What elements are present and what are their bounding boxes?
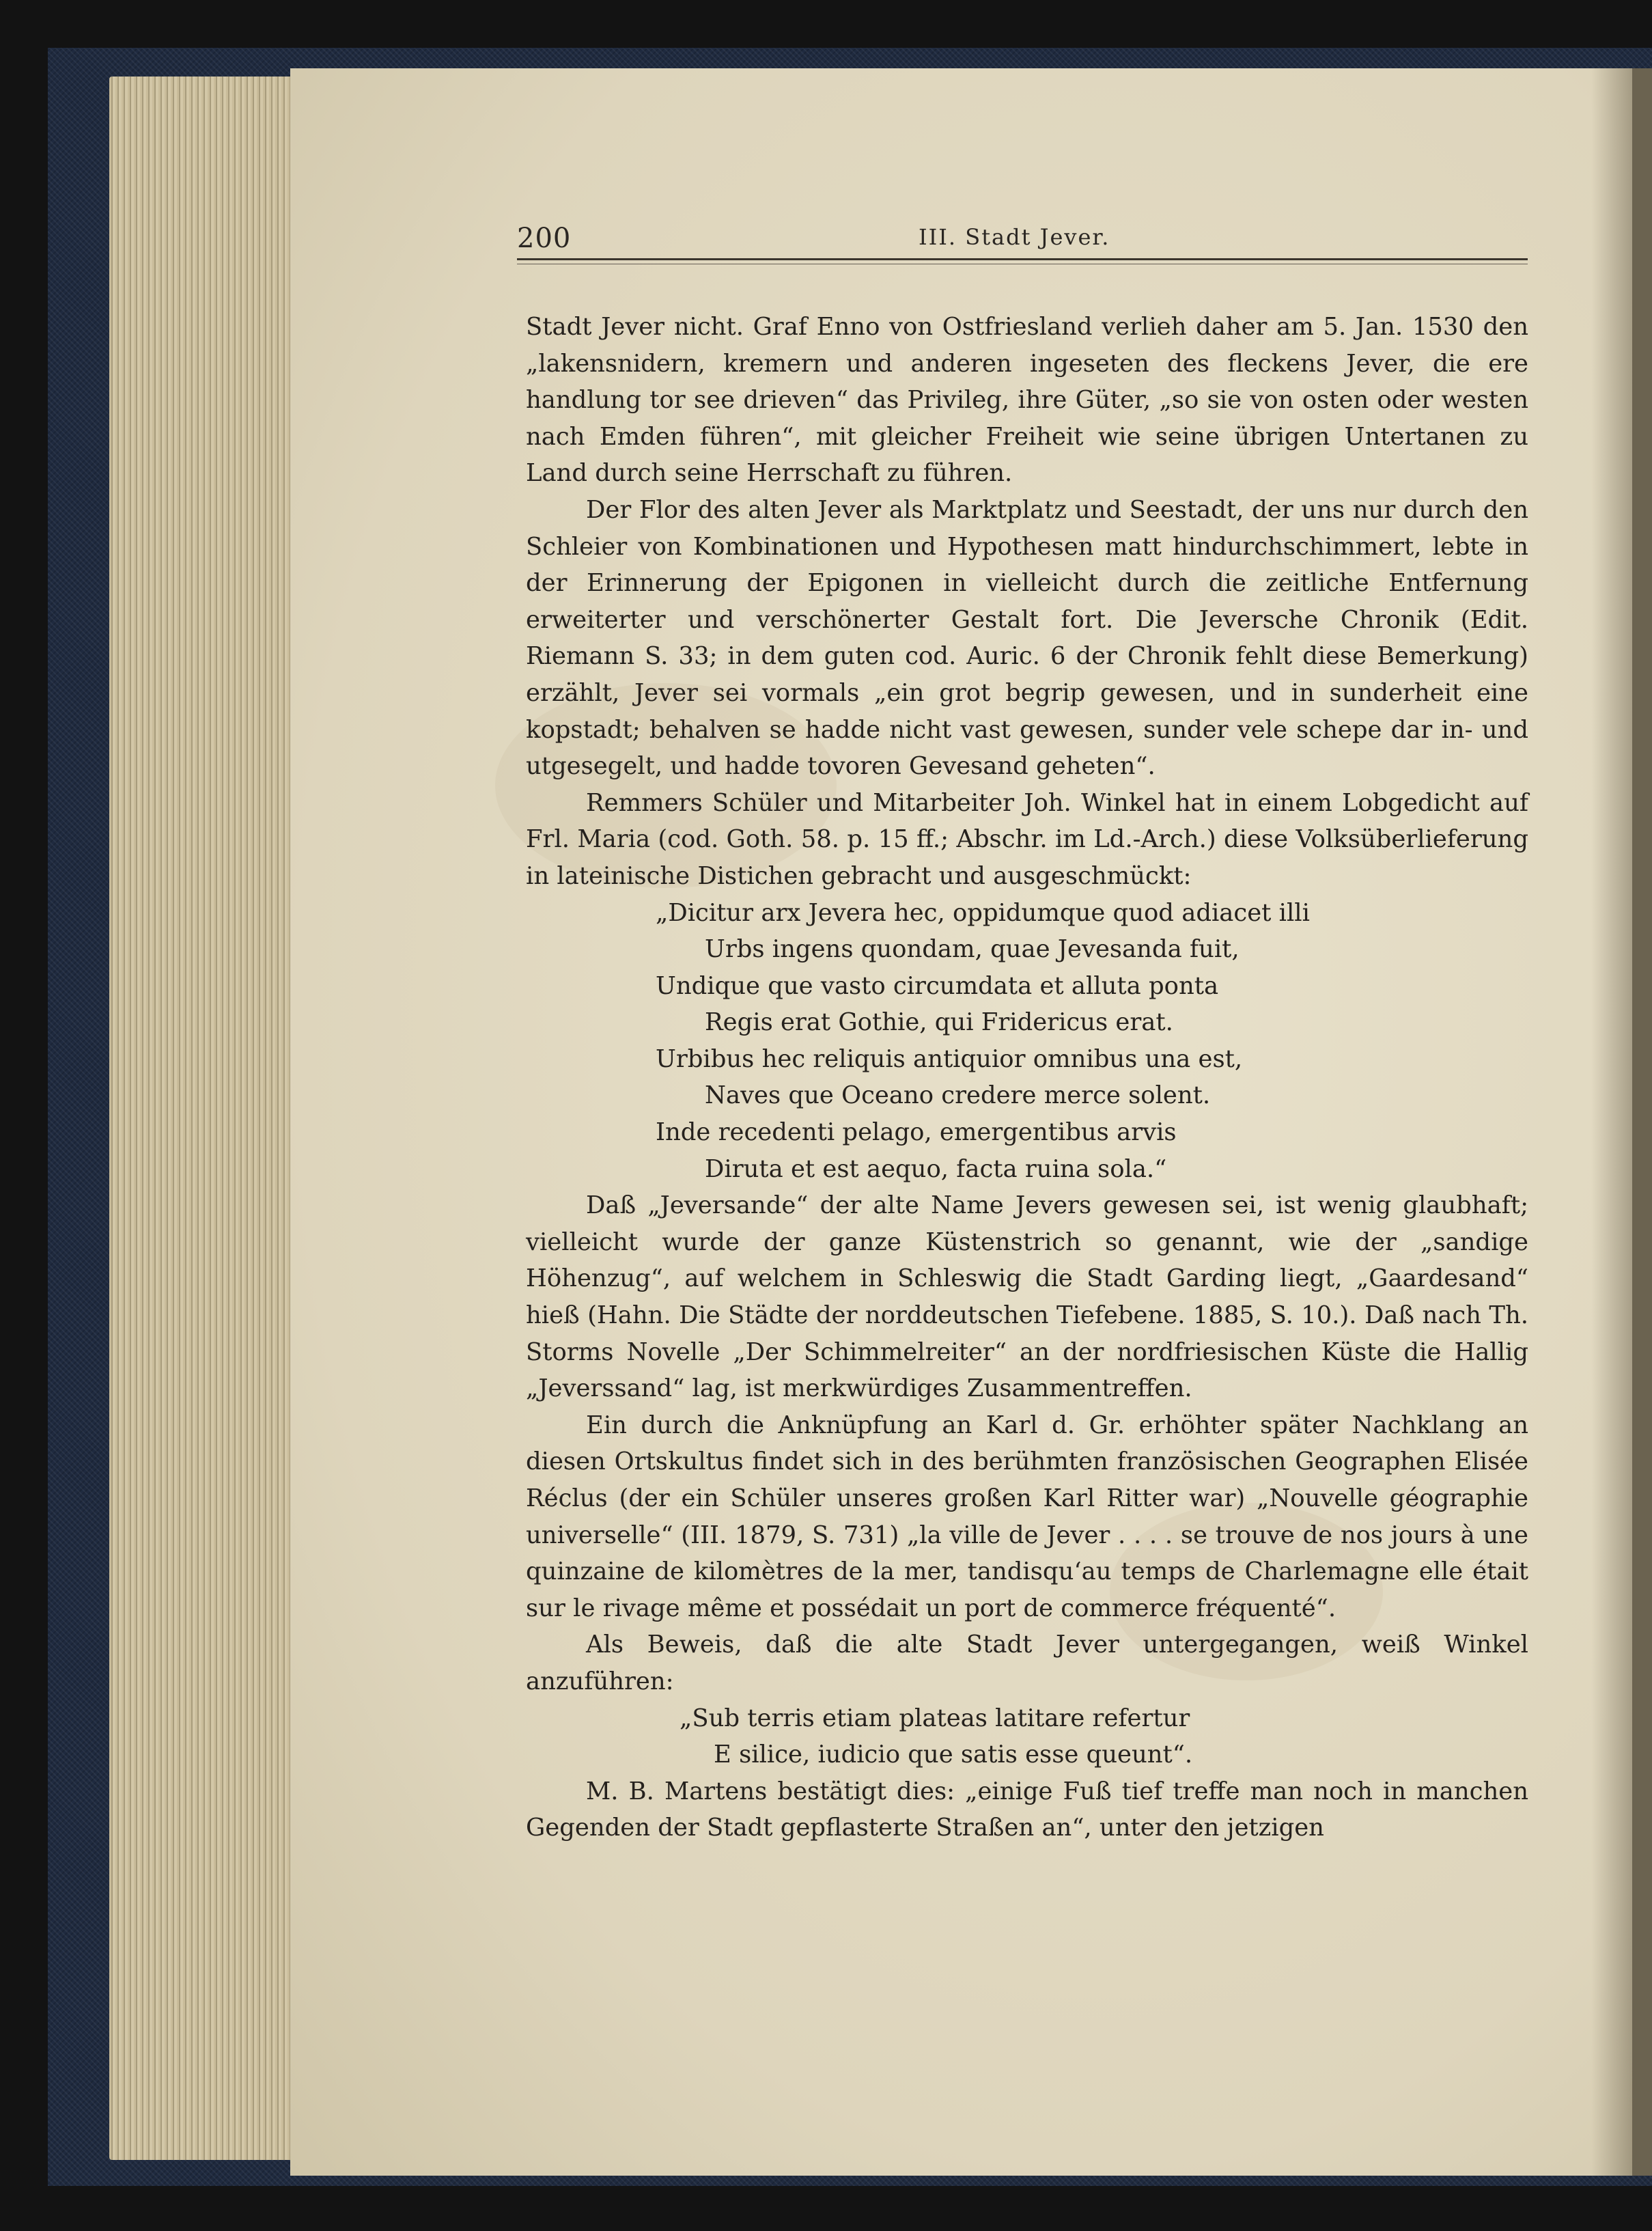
page-number: 200	[517, 223, 572, 254]
verse-line: Urbs ingens quondam, quae Jevesanda fuit,	[705, 935, 1240, 964]
page-header	[517, 219, 1528, 260]
verse-line: E silice, iudicio que satis esse queunt“.	[714, 1741, 1193, 1769]
verse-line: Diruta et est aequo, facta ruina sola.“	[705, 1154, 1167, 1183]
page-edges	[109, 77, 294, 2160]
verse-line: Regis erat Gothie, qui Fridericus erat.	[705, 1008, 1173, 1037]
facing-page-edge	[1632, 68, 1652, 2176]
running-head: III. Stadt Jever.	[919, 224, 1110, 250]
verse-line: Undique que vasto circumdata et alluta ponta	[656, 971, 1219, 1000]
gutter-shadow	[1591, 68, 1632, 2176]
verse-line: „Dicitur arx Jevera hec, oppidumque quod adiacet illi	[656, 898, 1310, 927]
verse-line: Inde recedenti pelago, emergentibus arvis	[656, 1118, 1177, 1147]
paragraph: Daß „Jeversande“ der alte Name Jevers gewesen sei, ist wenig glaubhaft; vielleicht wurde der ganze Küstenstrich so genannt, wie der „sandige Höhenzug“, auf welchem in Schleswig die Stadt Garding liegt, „Gaardesand“ hieß (Hahn. Die Städte der norddeutschen Tiefebene. 1885, S. 10.). Daß nach Th. Storms Novelle „Der Schimmelreiter“ an der nordfriesischen Küste die Hallig „Jeverssand“ lag, ist merkwürdiges Zusammentreffen.	[526, 1191, 1528, 1403]
latin-verse	[526, 1700, 1528, 1773]
paragraph: Der Flor des alten Jever als Marktplatz und Seestadt, der uns nur durch den Schleier von Kombinationen und Hypothesen matt hindurchschimmert, lebte in der Erinnerung der Epigonen in vielleicht durch die zeitliche Entfernung erweiterter und verschönerter Gestalt fort. Die Jeversche Chronik (Edit. Riemann S. 33; in dem guten cod. Auric. 6 der Chronik fehlt diese Bemerkung) erzählt, Jever sei vormals „ein grot begrip gewesen, und in sunderheit eine kopstadt; behalven se hadde nicht vast gewesen, sunder vele schepe dar in- und utgesegelt, und hadde tovoren Gevesand geheten“.	[526, 495, 1528, 781]
header-rule	[517, 258, 1528, 260]
latin-verse	[526, 895, 1528, 1188]
verse-line: Urbibus hec reliquis antiquior omnibus una est,	[656, 1044, 1243, 1073]
paragraph: Remmers Schüler und Mitarbeiter Joh. Winkel hat in einem Lobgedicht auf Frl. Maria (cod. Goth. 58. p. 15 ff.; Abschr. im Ld.-Arch.) diese Volksüberlieferung in lateinische Distichen gebracht und ausgeschmückt:	[526, 788, 1528, 890]
verse-line: Naves que Oceano credere merce solent.	[705, 1081, 1211, 1110]
paragraph: Ein durch die Anknüpfung an Karl d. Gr. erhöhter später Nachklang an diesen Ortskultus findet sich in des berühmten französischen Geographen Elisée Réclus (der ein Schüler unseres großen Karl Ritter war) „Nouvelle géographie universelle“ (III. 1879, S. 731) „la ville de Jever . . . . se trouve de nos jours à une quinzaine de kilomètres de la mer, tandisqu‘au temps de Charlemagne elle était sur le rivage même et possédait un port de commerce fréquenté“.	[526, 1411, 1528, 1622]
paragraph: M. B. Martens bestätigt dies: „einige Fuß tief treffe man noch in manchen Gegenden der Stadt gepflasterte Straßen an“, unter den jetzigen	[526, 1777, 1528, 1842]
verse-line: „Sub terris etiam plateas latitare refertur	[680, 1704, 1190, 1732]
body-text	[526, 309, 1528, 1846]
paragraph: Stadt Jever nicht. Graf Enno von Ostfriesland verlieh daher am 5. Jan. 1530 den „lakensnidern, kremern und anderen ingeseten des fleckens Jever, die ere handlung tor see drieven“ das Privileg, ihre Güter, „so sie von osten oder westen nach Emden führen“, mit gleicher Freiheit wie seine übrigen Untertanen zu Land durch seine Herrschaft zu führen.	[526, 313, 1528, 488]
paragraph: Als Beweis, daß die alte Stadt Jever untergegangen, weiß Winkel anzuführen:	[526, 1631, 1528, 1695]
